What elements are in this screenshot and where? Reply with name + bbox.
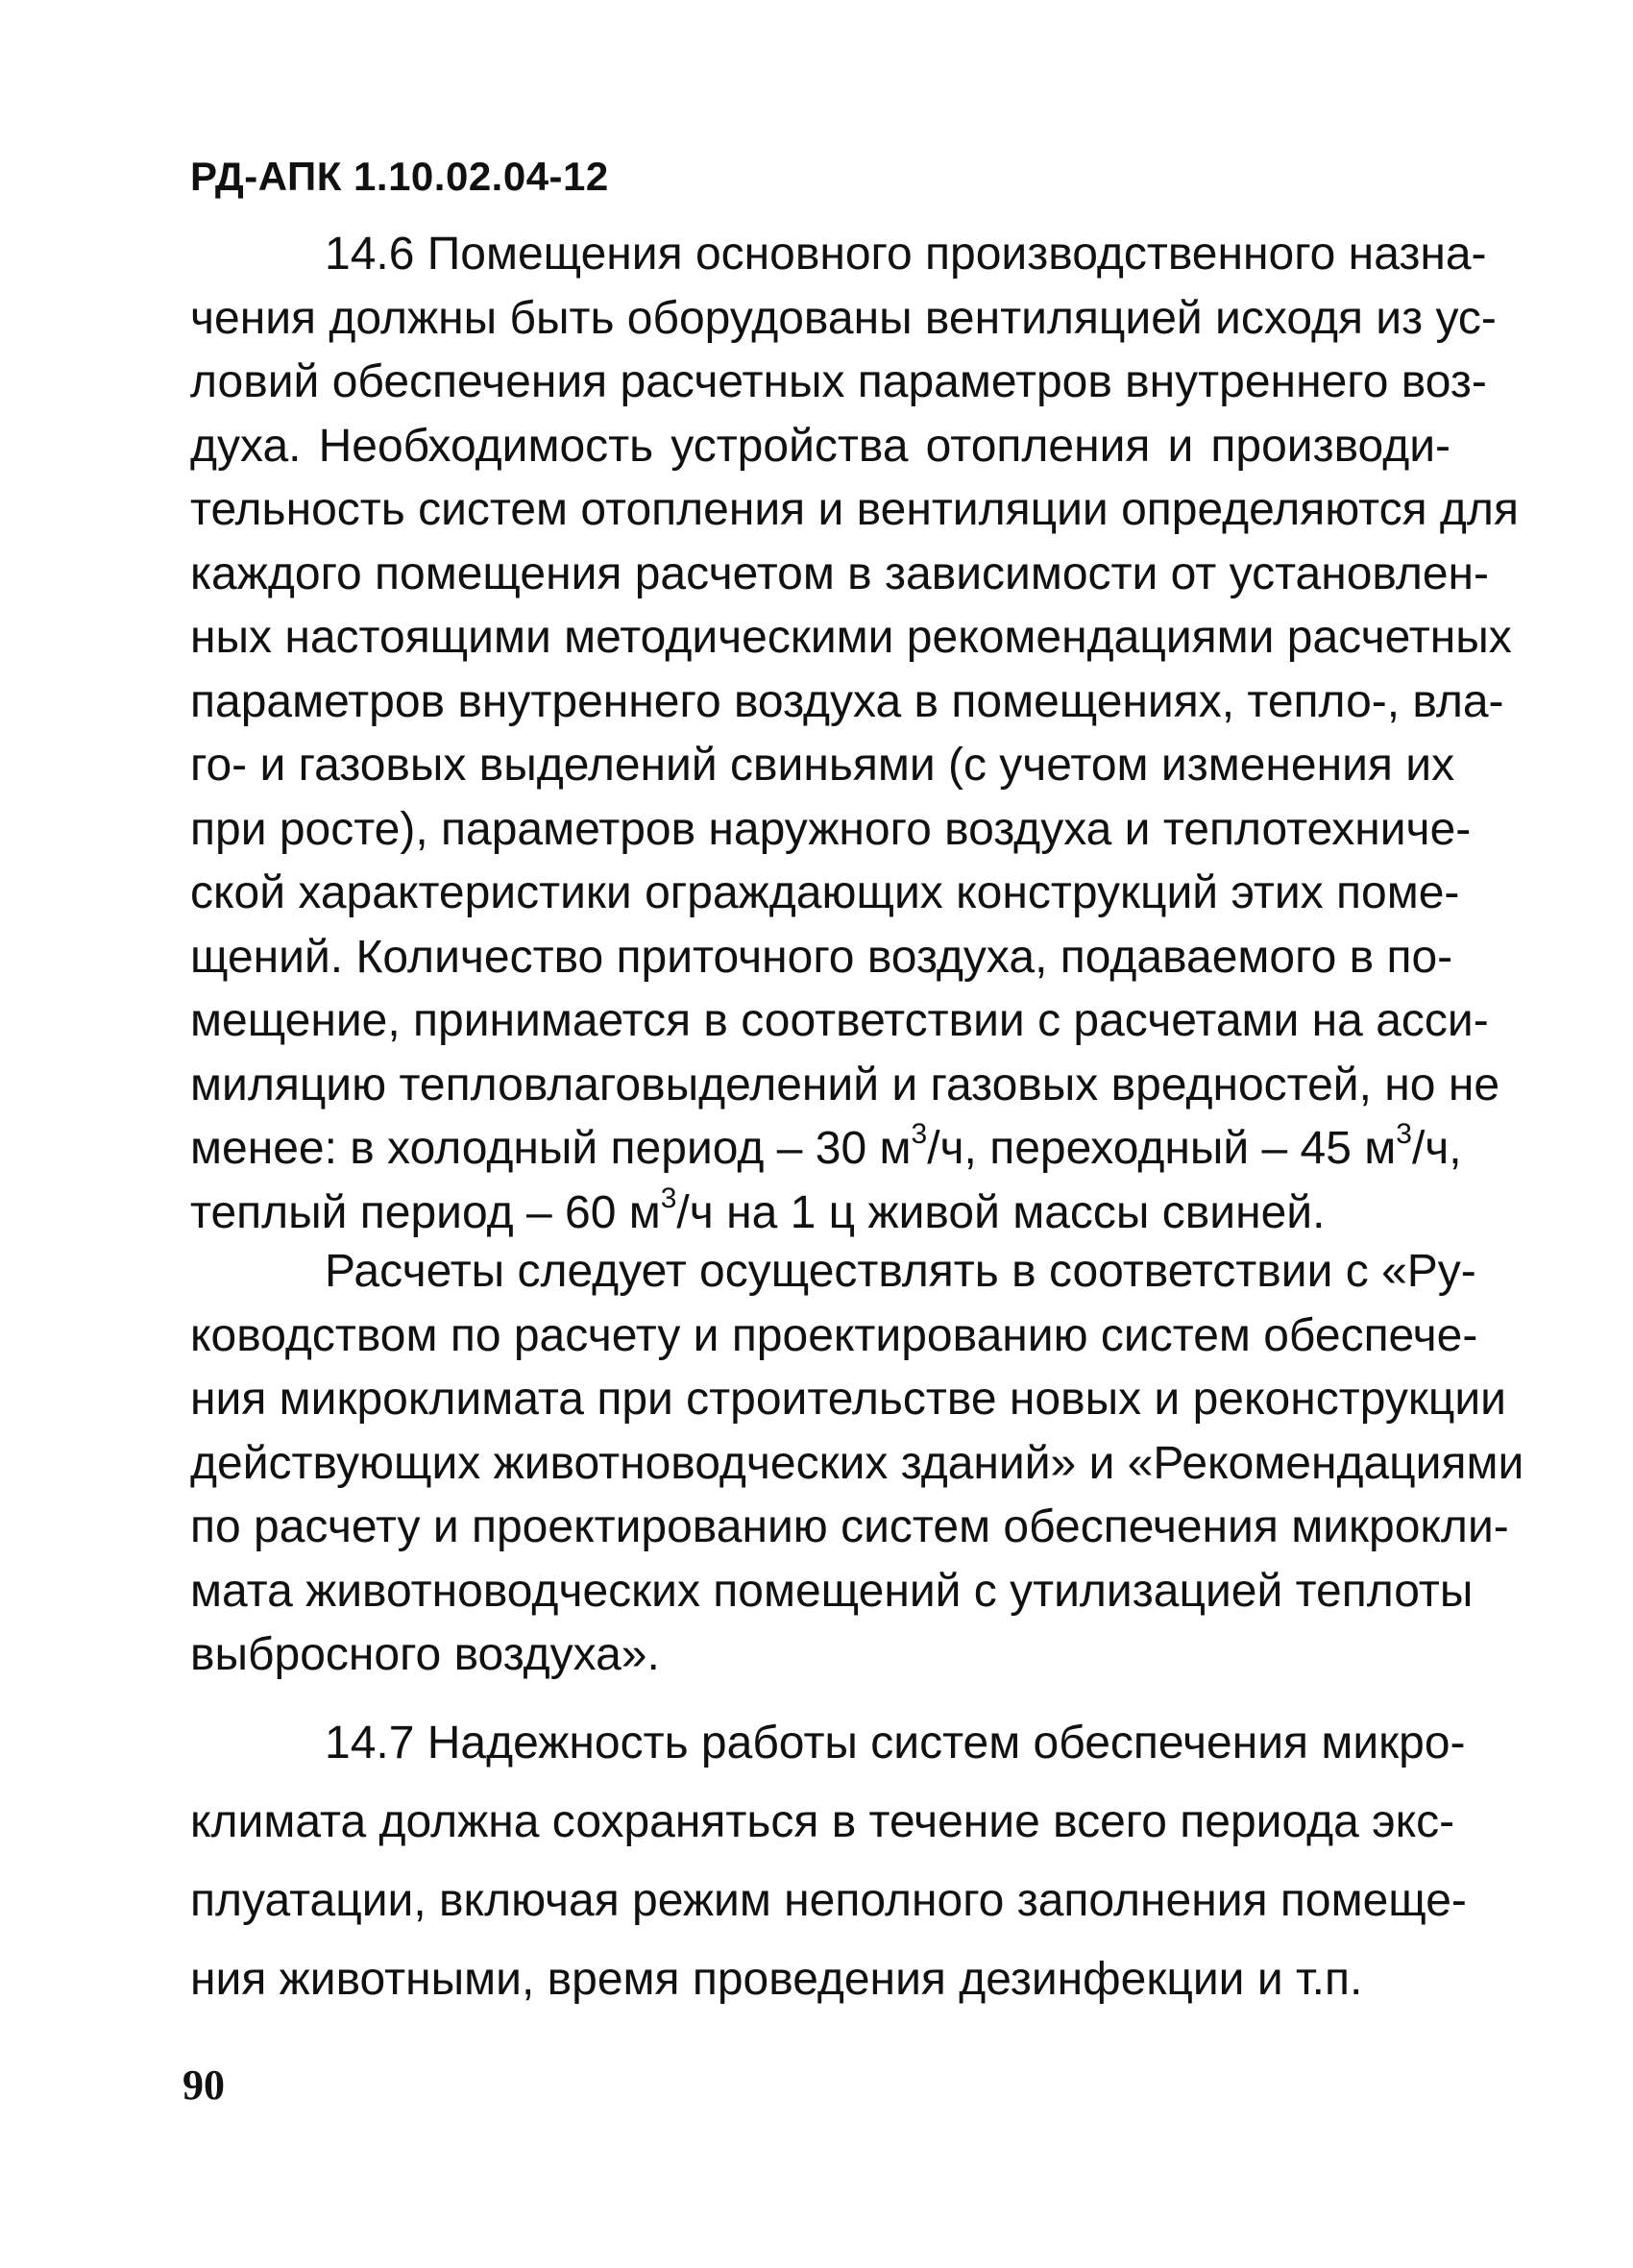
text-line: щений. Количество приточного воздуха, подаваемого в по- bbox=[190, 931, 1453, 983]
text-line: мата животноводческих помещений с утилизацией теплоты bbox=[190, 1565, 1474, 1617]
text-fragment: /ч, переходный – 45 м bbox=[927, 1123, 1397, 1174]
superscript: 3 bbox=[1396, 1118, 1412, 1150]
text-fragment: /ч на 1 ц живой массы свиней. bbox=[676, 1186, 1326, 1238]
superscript: 3 bbox=[660, 1182, 677, 1214]
text-line-air-rates bbox=[190, 1117, 1462, 1182]
text-line: ководством по расчету и проектированию систем обеспече- bbox=[190, 1309, 1478, 1361]
text-line: миляцию тепловлаговыделений и газовых вредностей, но не bbox=[190, 1059, 1500, 1110]
text-line: тельность систем отопления и вентиляции определяются для bbox=[190, 484, 1519, 535]
text-line: чения должны быть оборудованы вентиляцией исходя из ус- bbox=[190, 292, 1497, 344]
text-fragment: теплый период – 60 м bbox=[190, 1186, 661, 1238]
text-line: духа. Необходимость устройства отопления и производи- bbox=[190, 420, 1450, 472]
text-fragment: /ч, bbox=[1411, 1123, 1462, 1174]
text-fragment: менее: в холодный период – 30 м bbox=[190, 1123, 912, 1174]
text-line: мещение, принимается в соответствии с расчетами на асси- bbox=[190, 995, 1489, 1046]
text-line: ской характеристики ограждающих конструкций этих поме- bbox=[190, 867, 1460, 918]
text-line: ния микроклимата при строительстве новых и реконструкции bbox=[190, 1374, 1506, 1425]
paragraph-calculations bbox=[190, 1240, 1524, 1688]
text-line: 14.7 Надежность работы систем обеспечения микро- bbox=[325, 1718, 1466, 1768]
superscript: 3 bbox=[911, 1118, 928, 1150]
text-line: при росте), параметров наружного воздуха и теплотехниче- bbox=[190, 803, 1472, 855]
page-number: 90 bbox=[183, 2061, 225, 2109]
text-line: каждого помещения расчетом в зависимости от установлен- bbox=[190, 548, 1490, 599]
text-line: ния животными, время проведения дезинфекции и т.п. bbox=[190, 1954, 1363, 2005]
document-code-header: РД-АПК 1.10.02.04-12 bbox=[190, 154, 609, 199]
text-line: ных настоящими методическими рекомендациями расчетных bbox=[190, 612, 1512, 663]
text-line: Расчеты следует осуществлять в соответствии с «Ру- bbox=[325, 1246, 1476, 1297]
text-line: действующих животноводческих зданий» и «Рекомендациями bbox=[190, 1437, 1524, 1489]
text-line: выбросного воздуха». bbox=[190, 1629, 660, 1680]
paragraph-14-6 bbox=[190, 223, 1519, 1245]
text-line: по расчету и проектированию систем обеспечения микрокли- bbox=[190, 1501, 1509, 1552]
text-line: 14.6 Помещения основного производственного назна- bbox=[325, 229, 1487, 280]
text-line-warm-period bbox=[190, 1182, 1450, 1246]
paragraph-14-7 bbox=[190, 1704, 1467, 2019]
text-line: ловий обеспечения расчетных параметров внутреннего воз- bbox=[190, 356, 1487, 407]
text-line: параметров внутреннего воздуха в помещениях, тепло-, вла- bbox=[190, 675, 1504, 727]
text-line: плуатации, включая режим неполного заполнения помеще- bbox=[190, 1875, 1467, 1926]
text-line: климата должна сохраняться в течение всего периода экс- bbox=[190, 1796, 1455, 1847]
text-line: го- и газовых выделений свиньями (с учетом изменения их bbox=[190, 740, 1455, 791]
